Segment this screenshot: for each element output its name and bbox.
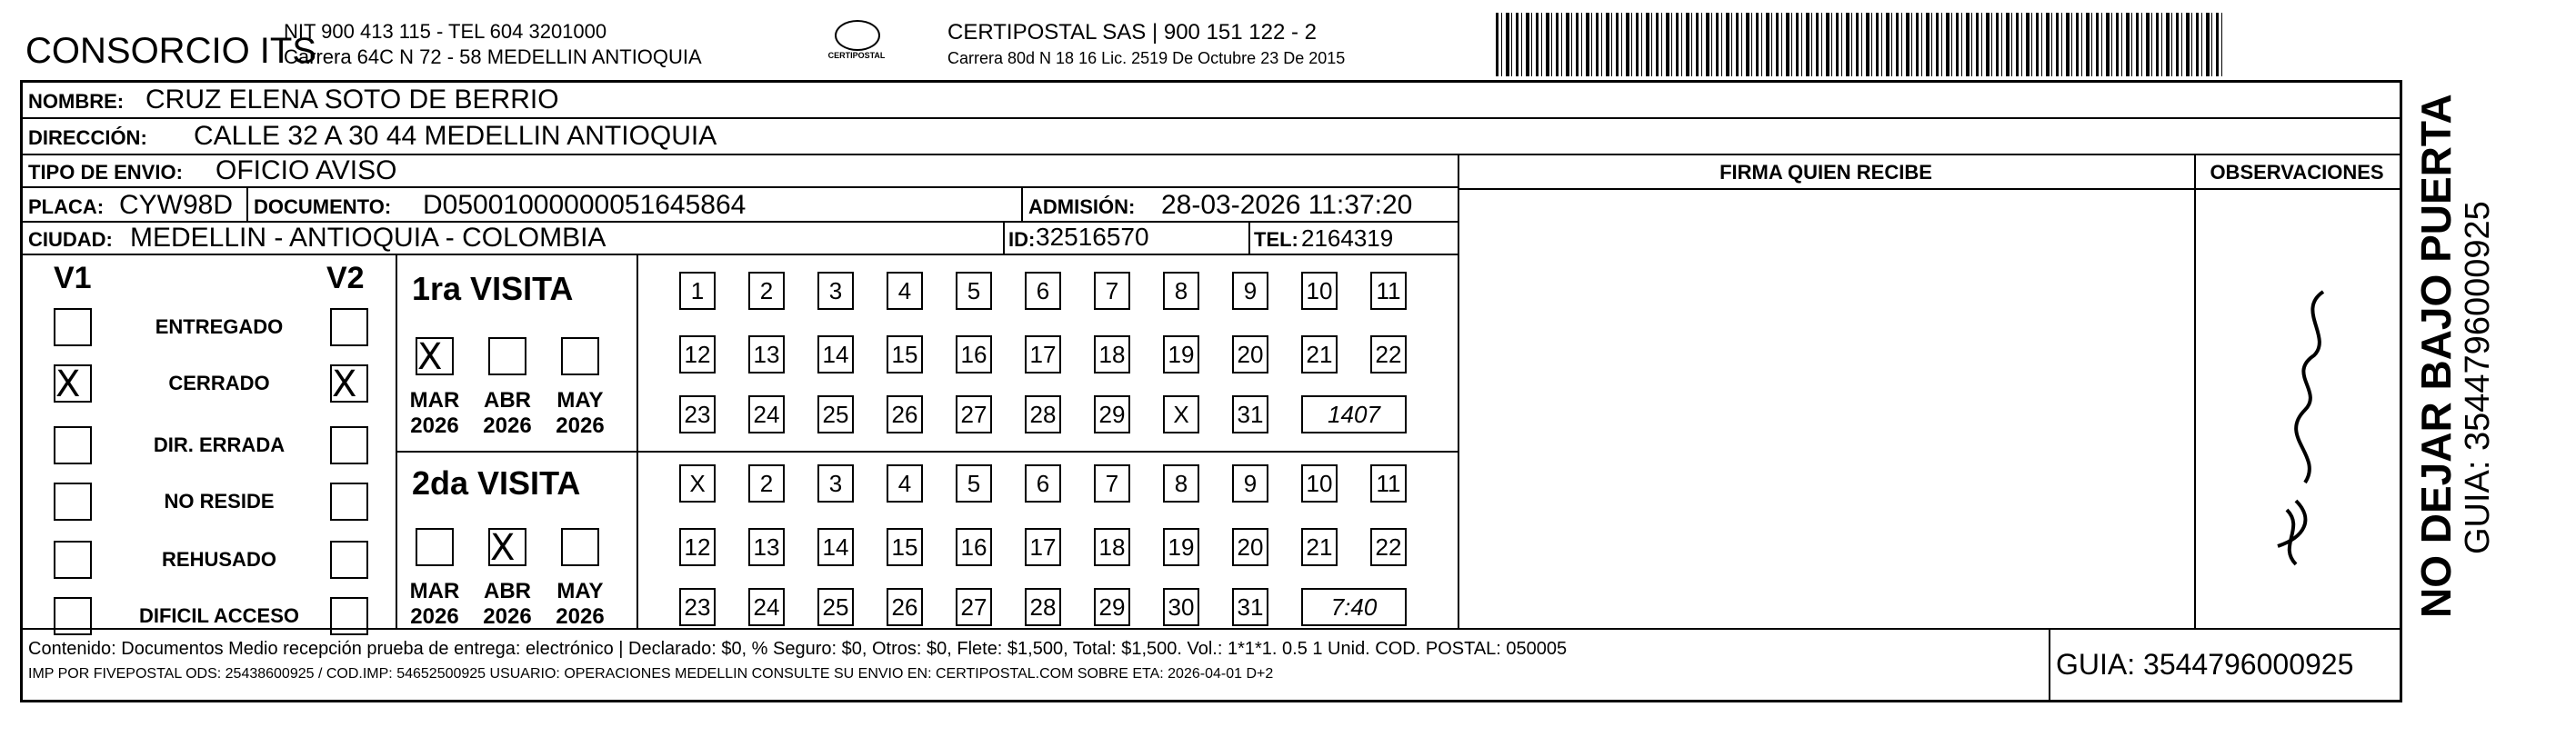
plate-label: PLACA: [28,195,105,218]
first-visit-day-16[interactable]: 16 [956,335,992,374]
first-visit-day-3[interactable]: 3 [817,272,854,310]
second-visit-year-3: 2026 [556,604,605,629]
second-visit-day-1[interactable]: X [679,464,716,503]
first-visit-abr: ABR [484,388,531,413]
first-visit-day-21[interactable]: 21 [1301,335,1338,374]
second-visit-day-7[interactable]: 7 [1094,464,1130,503]
first-visit-year-1: 2026 [410,413,459,438]
second-visit-may: MAY [556,579,604,603]
first-visit-year-2: 2026 [483,413,532,438]
type-value: OFICIO AVISO [216,155,397,185]
first-visit-handwritten-time: 1407 [1301,395,1407,433]
second-visit-day-14[interactable]: 14 [817,528,854,566]
city-label: CIUDAD: [28,228,113,251]
v1-checkbox-rehusado[interactable] [54,541,92,579]
first-visit-day-2[interactable]: 2 [748,272,785,310]
certipostal-info: CERTIPOSTAL SAS | 900 151 122 - 2 [947,20,1317,45]
plate-value: CYW98D [119,190,234,220]
address-value: CALLE 32 A 30 44 MEDELLIN ANTIOQUIA [194,121,717,151]
first-visit-day-24[interactable]: 24 [748,395,785,433]
first-visit-day-23[interactable]: 23 [679,395,716,433]
v2-label: V2 [326,261,365,295]
logo-caption: CERTIPOSTAL [827,51,886,60]
second-visit-day-2[interactable]: 2 [748,464,785,503]
first-visit-day-31[interactable]: 31 [1232,395,1268,433]
second-visit-day-27[interactable]: 27 [956,588,992,626]
type-label: TIPO DE ENVIO: [28,161,183,184]
barcode [1496,13,2223,76]
observations-header: OBSERVACIONES [2210,161,2384,184]
first-visit-day-8[interactable]: 8 [1163,272,1199,310]
first-visit-day-14[interactable]: 14 [817,335,854,374]
first-visit-day-25[interactable]: 25 [817,395,854,433]
second-visit-day-19[interactable]: 19 [1163,528,1199,566]
first-visit-day-20[interactable]: 20 [1232,335,1268,374]
first-visit-year-3: 2026 [556,413,605,438]
shipping-form [20,80,2402,702]
city-value: MEDELLIN - ANTIOQUIA - COLOMBIA [130,223,606,253]
handwritten-signature [2223,274,2369,583]
document-value: D05001000000051645864 [423,190,747,220]
first-visit-title: 1ra VISITA [412,270,574,307]
company-address: Carrera 64C N 72 - 58 MEDELLIN ANTIOQUIA [284,45,702,68]
second-visit-day-23[interactable]: 23 [679,588,716,626]
certipostal-logo-icon [835,20,880,51]
second-visit-day-8[interactable]: 8 [1163,464,1199,503]
first-visit-day-29[interactable]: 29 [1094,395,1130,433]
second-visit-day-22[interactable]: 22 [1370,528,1407,566]
first-visit-day-5[interactable]: 5 [956,272,992,310]
first-visit-day-17[interactable]: 17 [1025,335,1061,374]
second-visit-day-24[interactable]: 24 [748,588,785,626]
first-visit-day-1[interactable]: 1 [679,272,716,310]
second-visit-day-29[interactable]: 29 [1094,588,1130,626]
second-visit-day-13[interactable]: 13 [748,528,785,566]
second-visit-day-30[interactable]: 30 [1163,588,1199,626]
first-visit-day-27[interactable]: 27 [956,395,992,433]
first-visit-day-15[interactable]: 15 [887,335,923,374]
second-visit-day-25[interactable]: 25 [817,588,854,626]
name-label: NOMBRE: [28,90,125,113]
second-visit-abr: ABR [484,579,531,603]
second-visit-day-5[interactable]: 5 [956,464,992,503]
second-visit-day-10[interactable]: 10 [1301,464,1338,503]
first-visit-month-may[interactable] [561,337,599,375]
footer-guia: GUIA: 3544796000925 [2056,648,2354,681]
first-visit-day-30[interactable]: X [1163,395,1199,433]
first-visit-month-mar[interactable]: X [416,337,454,375]
second-visit-day-17[interactable]: 17 [1025,528,1061,566]
admission-label: ADMISIÓN: [1028,195,1136,218]
no-under-door-warning: NO DEJAR BAJO PUERTA [2412,94,2460,618]
first-visit-mar: MAR [409,388,460,413]
second-visit-day-4[interactable]: 4 [887,464,923,503]
second-visit-month-may[interactable] [561,528,599,566]
first-visit-day-26[interactable]: 26 [887,395,923,433]
second-visit-day-12[interactable]: 12 [679,528,716,566]
v1-label: V1 [54,261,92,295]
side-guia: GUIA: 3544796000925 [2459,201,2497,554]
v2-checkbox-rehusado[interactable] [330,541,368,579]
tel-label: TEL: [1254,228,1298,251]
document-label: DOCUMENTO: [254,195,392,218]
first-visit-day-11[interactable]: 11 [1370,272,1407,310]
v1-checkbox-dir-errada[interactable] [54,426,92,464]
id-label: ID: [1008,228,1036,251]
second-visit-day-15[interactable]: 15 [887,528,923,566]
name-row [23,83,2400,119]
first-visit-may: MAY [556,388,604,413]
company-nit: NIT 900 413 115 - TEL 604 3201000 [284,20,607,43]
plate-row [23,188,1458,223]
v2-checkbox-no-reside[interactable] [330,483,368,521]
status-dificil-acceso: DIFICIL ACCESO [138,604,299,627]
admission-value: 28-03-2026 11:37:20 [1161,190,1413,220]
first-visit-day-9[interactable]: 9 [1232,272,1268,310]
second-visit-mar: MAR [409,579,460,603]
first-visit-day-22[interactable]: 22 [1370,335,1407,374]
status-cerrado: CERRADO [168,372,270,394]
first-visit-day-28[interactable]: 28 [1025,395,1061,433]
v2-checkbox-entregado[interactable] [330,308,368,346]
id-value: 32516570 [1036,223,1149,251]
status-dir-errada: DIR. ERRADA [153,433,286,456]
first-visit-day-12[interactable]: 12 [679,335,716,374]
address-row [23,119,2400,155]
second-visit-title: 2da VISITA [412,464,581,502]
company-name: CONSORCIO ITS [25,31,317,71]
tel-value: 2164319 [1301,224,1394,252]
city-row [23,223,1458,255]
v2-checkbox-cerrado[interactable]: X [330,364,368,403]
imp-line: IMP POR FIVEPOSTAL ODS: 25438600925 / COD.IMP: 54652500925 USUARIO: OPERACIONES MEDELLIN CONSULTE SU ENVIO EN: CERTIPOSTAL.COM SOBRE ETA: 2026-04-01 D+2 [28,666,1274,682]
status-entregado: ENTREGADO [155,315,284,338]
v1-checkbox-entregado[interactable] [54,308,92,346]
first-visit-day-19[interactable]: 19 [1163,335,1199,374]
status-no-reside: NO RESIDE [164,490,275,513]
second-visit-day-20[interactable]: 20 [1232,528,1268,566]
second-visit-day-11[interactable]: 11 [1370,464,1407,503]
first-visit-day-13[interactable]: 13 [748,335,785,374]
v1-checkbox-no-reside[interactable] [54,483,92,521]
second-visit-day-18[interactable]: 18 [1094,528,1130,566]
content-line: Contenido: Documentos Medio recepción prueba de entrega: electrónico | Declarado: $0, % Seguro: $0, Otros: $0, Flete: $1,500, Total: $1,500. Vol.: 1*1*1. 0.5 1 Unid. COD. POSTAL: 050005 [28,639,1568,659]
signature-header: FIRMA QUIEN RECIBE [1719,161,1932,184]
second-visit-day-26[interactable]: 26 [887,588,923,626]
name-value: CRUZ ELENA SOTO DE BERRIO [145,85,559,115]
second-visit-day-9[interactable]: 9 [1232,464,1268,503]
second-visit-day-28[interactable]: 28 [1025,588,1061,626]
first-visit-day-6[interactable]: 6 [1025,272,1061,310]
second-visit-month-abr[interactable]: X [488,528,526,566]
second-visit-year-1: 2026 [410,604,459,629]
first-visit-day-7[interactable]: 7 [1094,272,1130,310]
second-visit-day-21[interactable]: 21 [1301,528,1338,566]
type-row [23,155,1458,188]
second-visit-day-16[interactable]: 16 [956,528,992,566]
second-visit-day-6[interactable]: 6 [1025,464,1061,503]
first-visit-day-18[interactable]: 18 [1094,335,1130,374]
status-rehusado: REHUSADO [162,548,276,571]
first-visit-day-10[interactable]: 10 [1301,272,1338,310]
address-label: DIRECCIÓN: [28,126,147,149]
second-visit-month-mar[interactable] [416,528,454,566]
second-visit-year-2: 2026 [483,604,532,629]
first-visit-month-abr[interactable] [488,337,526,375]
second-visit-day-3[interactable]: 3 [817,464,854,503]
certipostal-address: Carrera 80d N 18 16 Lic. 2519 De Octubre 23 De 2015 [947,49,1346,67]
v1-checkbox-cerrado[interactable]: X [54,364,92,403]
v2-checkbox-dir-errada[interactable] [330,426,368,464]
first-visit-day-4[interactable]: 4 [887,272,923,310]
second-visit-day-31[interactable]: 31 [1232,588,1268,626]
second-visit-handwritten-time: 7:40 [1301,588,1407,626]
